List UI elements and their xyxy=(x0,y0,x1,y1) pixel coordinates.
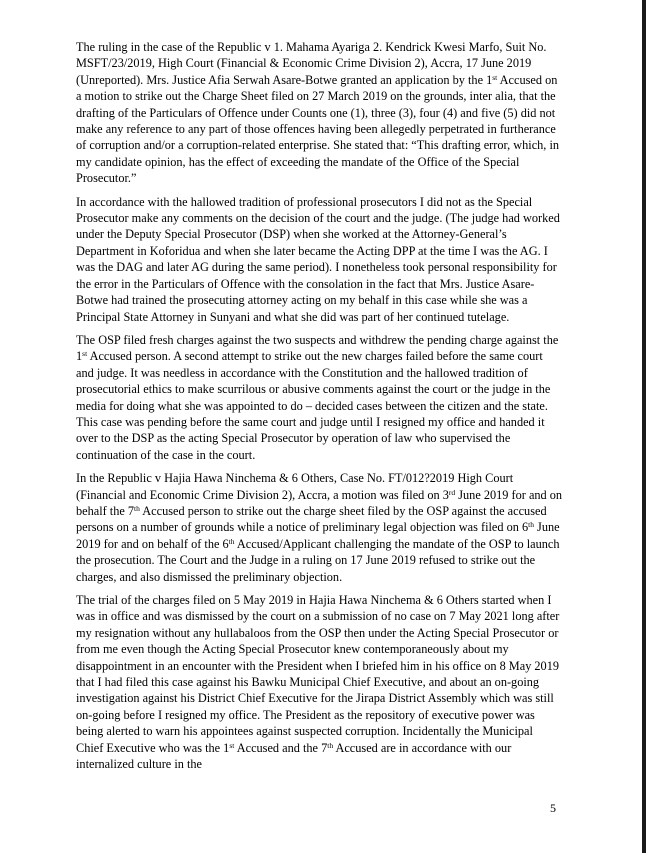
paragraph-5 xyxy=(76,592,563,772)
paragraph-text: June 2019 for and on behalf of the 6 xyxy=(76,520,560,551)
superscript-ordinal: th xyxy=(134,503,140,513)
paragraph-1 xyxy=(76,39,563,187)
paragraph-text: June 2019 for and on behalf the 7 xyxy=(76,487,563,518)
document-body xyxy=(76,39,563,779)
page-number: 5 xyxy=(550,801,556,815)
paragraph-4 xyxy=(76,470,563,585)
paragraph-text: The OSP filed fresh charges against the two suspects and withdrew the pending charge against the 1 xyxy=(76,332,559,364)
superscript-ordinal: th xyxy=(327,740,334,750)
page-edge-border xyxy=(642,0,646,853)
superscript-ordinal: rd xyxy=(448,487,456,497)
paragraph-text: Accused are in accordance with our internalized culture in the xyxy=(76,740,512,772)
paragraph-text: Accused and the 7 xyxy=(234,740,328,755)
paragraph-text: In accordance with the hallowed tradition of professional prosecutors I did not as the Special Prosecutor make any comments on the decision of the court and the judge. (The judge had worked under the Deputy Special Prosecutor (DSP) when she worked at the Attorney-General’s Department in Koforidua and when she later became the Acting DPP at the time I was the AG. I was the DAG and later AG during the same period). I nonetheless took personal responsibility for the error in the Particulars of Offence with the consolation in the fact that Mrs. Justice Asare-Botwe had trained the prosecuting attorney acting on my behalf in this case while she was a Principal State Attorney in Sunyani and what she did was part of her continued tutelage. xyxy=(76,194,560,324)
paragraph-text: Accused/Applicant challenging the mandate of the OSP to launch the prosecution. The Court and the Judge in a ruling on 17 June 2019 refused to strike out the charges, and also dismissed the preliminary objection. xyxy=(76,536,560,584)
superscript-ordinal: st xyxy=(229,740,235,750)
paragraph-3 xyxy=(76,332,563,463)
paragraph-text: Accused person. A second attempt to strike out the new charges failed before the same court and judge. It was needless in accordance with the Constitution and the hallowed tradition of prosecutorial ethics to make scurrilous or abusive comments against the court or the judge in the media for doing what she was appointed to do – decided cases between the citizen and the state. This case was pending before the same court and judge until I resigned my office and handed it over to the DSP as the acting Special Prosecutor by operation of law who supervised the continuation of the case in the court. xyxy=(76,349,551,462)
superscript-ordinal: th xyxy=(228,536,235,546)
superscript-ordinal: st xyxy=(492,72,498,82)
paragraph-text: The trial of the charges filed on 5 May 2019 in Hajia Hawa Ninchema & 6 Others started when I was in office and was dismissed by the court on a submission of no case on 7 May 2021 long after my resignation without any hullabaloos from the OSP then under the Acting Special Prosecutor or from me even though the Acting Special Prosecutor knew contemporaneously about my disappointment in an encounter with the President when I briefed him in his office on 8 May 2019 that I had filed this case against his Bawku Municipal Chief Executive, and about an on-going investigation against his District Chief Executive for the Jirapa District Assembly which was still on-going before I resigned my office. The President as the repository of executive power was being alerted to warn his appointees against suspected corruption. Incidentally the Municipal Chief Executive who was the 1 xyxy=(76,593,560,755)
paragraph-text: Accused person to strike out the charge sheet filed by the OSP against the accused persons on a number of grounds while a notice of preliminary legal objection was filed on 6 xyxy=(76,503,547,535)
superscript-ordinal: th xyxy=(528,520,534,530)
paragraph-text: Accused on a motion to strike out the Charge Sheet filed on 27 March 2019 on the grounds, inter alia, that the drafting of the Particulars of Offence under Counts one (1), three (3), four (4) and five (5) did not make any reference to any part of those offences having been allegedly perpetrated in furtherance of corruption and/or a corruption-related enterprise. She stated that: “This drafting error, which, in my candidate opinion, has the effect of exceeding the mandate of the Office of the Special Prosecutor.” xyxy=(76,72,560,186)
paragraph-text: In the Republic v Hajia Hawa Ninchema & 6 Others, Case No. FT/012?2019 High Court (Financial and Economic Crime Division 2), Accra, a motion was filed on 3 xyxy=(76,471,514,502)
paragraph-2 xyxy=(76,194,563,325)
superscript-ordinal: st xyxy=(82,349,88,359)
paragraph-text: The ruling in the case of the Republic v 1. Mahama Ayariga 2. Kendrick Kwesi Marfo, Suit No. MSFT/23/2019, High Court (Financial & Economic Crime Division 2), Accra, 17 June 2019 (Unreported). Mrs. Justice Afia Serwah Asare-Botwe granted an application by the 1 xyxy=(76,40,547,87)
